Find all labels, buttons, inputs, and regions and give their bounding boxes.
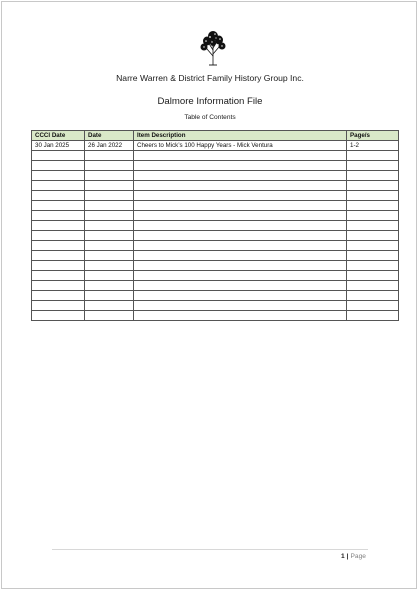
empty-cell	[85, 191, 134, 201]
empty-cell	[347, 301, 399, 311]
cell-pages: 1-2	[347, 141, 399, 151]
empty-cell	[347, 151, 399, 161]
empty-table-row	[32, 241, 399, 251]
header-item-description: Item Description	[134, 131, 347, 141]
empty-cell	[85, 301, 134, 311]
empty-cell	[32, 221, 85, 231]
cell-date: 26 Jan 2022	[85, 141, 134, 151]
header-date: Date	[85, 131, 134, 141]
empty-table-row	[32, 231, 399, 241]
page-label: Page	[350, 553, 366, 560]
empty-cell	[134, 231, 347, 241]
empty-cell	[347, 311, 399, 321]
empty-table-row	[32, 171, 399, 181]
cell-item-description: Cheers to Mick’s 100 Happy Years - Mick Ventura	[134, 141, 347, 151]
header-pages: Page/s	[347, 131, 399, 141]
empty-cell	[134, 151, 347, 161]
empty-cell	[85, 281, 134, 291]
empty-cell	[85, 261, 134, 271]
cell-ccci-date: 30 Jan 2025	[32, 141, 85, 151]
empty-cell	[347, 281, 399, 291]
page-separator: |	[346, 553, 349, 560]
empty-cell	[134, 211, 347, 221]
empty-cell	[134, 311, 347, 321]
empty-cell	[134, 301, 347, 311]
file-title: Dalmore Information File	[157, 96, 263, 107]
empty-cell	[32, 181, 85, 191]
empty-cell	[134, 291, 347, 301]
empty-table-row	[32, 151, 399, 161]
empty-table-row	[32, 211, 399, 221]
empty-cell	[85, 181, 134, 191]
organisation-name: Narre Warren & District Family History Group Inc.	[116, 73, 304, 83]
empty-cell	[32, 211, 85, 221]
empty-cell	[347, 241, 399, 251]
empty-cell	[85, 311, 134, 321]
empty-cell	[85, 271, 134, 281]
empty-cell	[85, 221, 134, 231]
empty-cell	[32, 291, 85, 301]
empty-table-row	[32, 161, 399, 171]
empty-cell	[347, 261, 399, 271]
empty-table-row	[32, 181, 399, 191]
empty-cell	[347, 251, 399, 261]
empty-cell	[134, 171, 347, 181]
empty-cell	[32, 151, 85, 161]
empty-cell	[134, 161, 347, 171]
empty-cell	[134, 221, 347, 231]
empty-cell	[134, 251, 347, 261]
empty-cell	[347, 191, 399, 201]
contents-table	[31, 130, 399, 321]
empty-table-row	[32, 271, 399, 281]
empty-cell	[32, 241, 85, 251]
empty-cell	[347, 201, 399, 211]
empty-cell	[85, 211, 134, 221]
empty-table-row	[32, 251, 399, 261]
empty-cell	[134, 241, 347, 251]
tree-icon	[199, 28, 227, 66]
empty-cell	[347, 231, 399, 241]
empty-cell	[347, 211, 399, 221]
empty-cell	[32, 171, 85, 181]
empty-cell	[347, 181, 399, 191]
empty-cell	[134, 281, 347, 291]
empty-cell	[134, 181, 347, 191]
empty-cell	[85, 151, 134, 161]
empty-table-row	[32, 311, 399, 321]
empty-cell	[85, 201, 134, 211]
empty-cell	[32, 281, 85, 291]
empty-table-row	[32, 301, 399, 311]
empty-cell	[32, 251, 85, 261]
empty-cell	[85, 241, 134, 251]
empty-table-row	[32, 291, 399, 301]
page-number: 1	[341, 553, 345, 560]
empty-cell	[347, 171, 399, 181]
empty-table-row	[32, 201, 399, 211]
table-of-contents-heading: Table of Contents	[184, 114, 236, 121]
empty-cell	[85, 231, 134, 241]
empty-cell	[32, 301, 85, 311]
empty-cell	[32, 271, 85, 281]
page-footer	[341, 553, 366, 560]
empty-cell	[32, 161, 85, 171]
empty-cell	[134, 201, 347, 211]
empty-cell	[134, 261, 347, 271]
empty-table-row	[32, 261, 399, 271]
empty-cell	[32, 311, 85, 321]
empty-cell	[347, 161, 399, 171]
empty-cell	[32, 191, 85, 201]
empty-cell	[85, 291, 134, 301]
empty-cell	[32, 231, 85, 241]
footer-divider	[52, 549, 368, 550]
empty-cell	[32, 201, 85, 211]
empty-table-row	[32, 281, 399, 291]
header-ccci-date: CCCI Date	[32, 131, 85, 141]
empty-cell	[347, 271, 399, 281]
empty-cell	[85, 251, 134, 261]
empty-cell	[32, 261, 85, 271]
empty-cell	[85, 161, 134, 171]
empty-cell	[347, 221, 399, 231]
table-header-row	[32, 131, 399, 141]
empty-cell	[134, 271, 347, 281]
empty-cell	[134, 191, 347, 201]
table-row	[32, 141, 399, 151]
empty-cell	[347, 291, 399, 301]
empty-table-row	[32, 221, 399, 231]
empty-cell	[85, 171, 134, 181]
empty-table-row	[32, 191, 399, 201]
